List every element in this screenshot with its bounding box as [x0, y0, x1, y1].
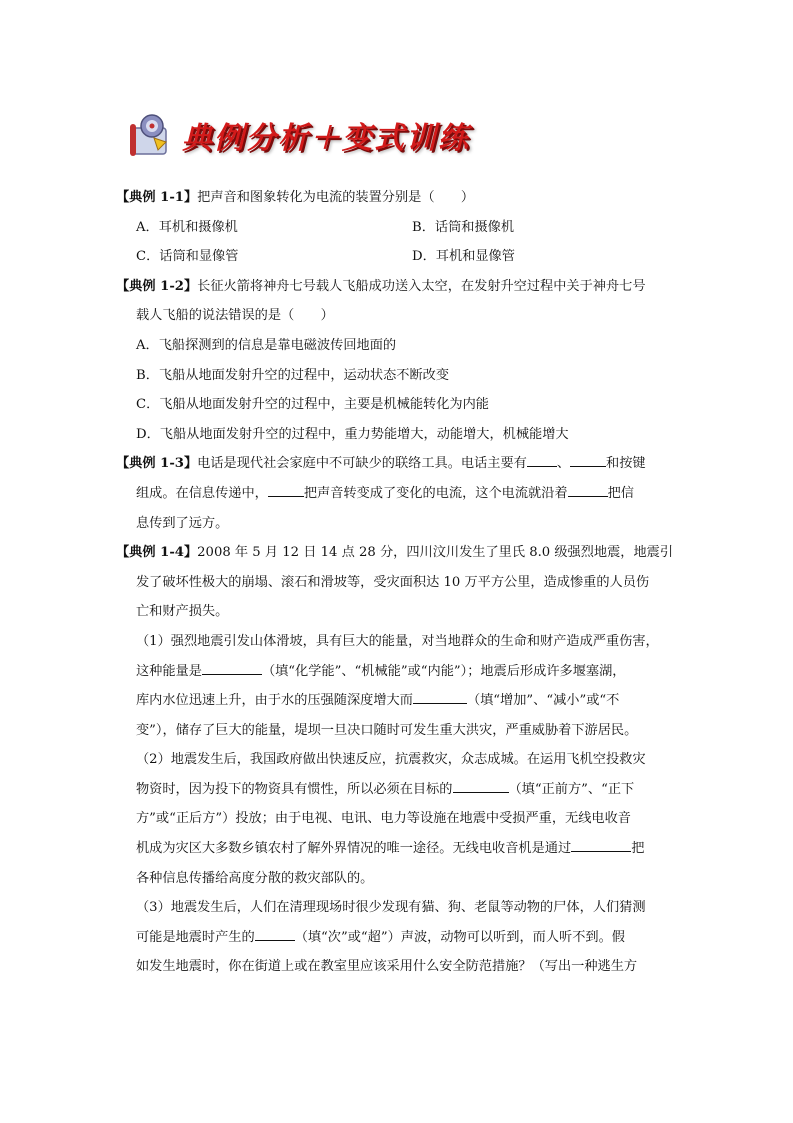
question-1-3-line-1: 【典例 1-3】电话是现代社会家庭中不可缺少的联络工具。电话主要有 、 和按键 — [116, 449, 688, 479]
answer-blank[interactable] — [527, 452, 557, 467]
option-a: A．飞船探测到的信息是靠电磁波传回地面的 — [136, 337, 397, 353]
part-2-line-5: 各种信息传播给高度分散的救灾部队的。 — [136, 870, 374, 886]
answer-blank[interactable] — [202, 660, 262, 675]
option-d: D．耳机和显像管 — [412, 249, 515, 265]
question-1-1-options-row-1 — [116, 213, 688, 243]
question-tag: 【典例 1-2】 — [116, 278, 198, 294]
answer-blank[interactable] — [453, 778, 509, 793]
answer-blank[interactable] — [255, 926, 295, 941]
question-1-4-intro-2: 发了破坏性极大的崩塌、滚石和滑坡等，受灾面积达 10 万平方公里，造成惨重的人员伤 — [136, 574, 650, 590]
part-2-line-2: 物资时，因为投下的物资具有惯性，所以必须在目标的 （填“正前方”、“正下 — [116, 775, 688, 805]
part-1-line-2: 这种能量是 （填“化学能”、“机械能”或“内能”）；地震后形成许多堰塞湖， — [116, 657, 688, 687]
part-1-line-1: （1）强烈地震引发山体滑坡，具有巨大的能量，对当地群众的生命和财产造成严重伤害， — [136, 633, 659, 649]
question-list — [116, 183, 688, 982]
part-2-line-4: 机成为灾区大多数乡镇农村了解外界情况的唯一途径。无线电收音机是通过 把 — [116, 834, 688, 864]
option-c: C．话筒和显像管 — [136, 249, 239, 265]
answer-blank[interactable] — [570, 452, 606, 467]
question-1-4-intro-3: 亡和财产损失。 — [136, 604, 229, 620]
answer-blank[interactable] — [568, 482, 608, 497]
option-b: B．飞船从地面发射升空的过程中，运动状态不断改变 — [136, 367, 450, 383]
part-3-line-2: 可能是地震时产生的 （填“次”或“超”）声波，动物可以听到，而人听不到。假 — [116, 923, 688, 953]
question-1-2-stem: 【典例 1-2】长征火箭将神舟七号载人飞船成功送入太空，在发射升空过程中关于神舟七号 — [116, 278, 646, 294]
part-2-line-3: 方”或“正后方”）投放；由于电视、电讯、电力等设施在地震中受损严重，无线电收音 — [136, 811, 631, 827]
part-1-line-3: 库内水位迅速上升，由于水的压强随深度增大而 （填“增加”、“减小”或“不 — [116, 686, 688, 716]
section-header — [128, 112, 470, 158]
option-b: B．话筒和摄像机 — [412, 219, 515, 235]
answer-blank[interactable] — [571, 837, 631, 852]
section-title: 典例分析＋变式训练 — [182, 121, 470, 156]
answer-blank[interactable] — [268, 482, 304, 497]
question-1-1-stem: 【典例 1-1】把声音和图象转化为电流的装置分别是（ ） — [116, 190, 475, 205]
question-1-4-intro-1: 【典例 1-4】2008 年 5 月 12 日 14 点 28 分，四川汶川发生了里氏 8.0 级强烈地震，地震引 — [116, 545, 674, 561]
question-1-3-line-3: 息传到了远方。 — [136, 515, 229, 531]
part-2-line-1: （2）地震发生后，我国政府做出快速反应，抗震救灾，众志成城。在运用飞机空投救灾 — [136, 752, 646, 768]
question-tag: 【典例 1-3】 — [116, 456, 198, 472]
option-c: C．飞船从地面发射升空的过程中，主要是机械能转化为内能 — [136, 397, 489, 413]
part-1-line-4: 变”），储存了巨大的能量，堤坝一旦决口随时可发生重大洪灾，严重威胁着下游居民。 — [136, 722, 638, 738]
scroll-emblem-icon — [128, 112, 174, 158]
question-1-2-stem-cont: 载人飞船的说法错误的是（ ） — [136, 308, 334, 324]
question-tag: 【典例 1-4】 — [116, 545, 198, 561]
question-1-1-options-row-2 — [116, 242, 688, 272]
question-1-3-line-2: 组成。在信息传递中， 把声音转变成了变化的电流，这个电流就沿着 把信 — [116, 479, 688, 509]
part-3-line-3: 如发生地震时，你在街道上或在教室里应该采用什么安全防范措施？（写出一种逃生方 — [136, 959, 638, 975]
option-a: A．耳机和摄像机 — [136, 219, 238, 235]
part-3-line-1: （3）地震发生后，人们在清理现场时很少发现有猫、狗、老鼠等动物的尸体，人们猜测 — [136, 900, 646, 916]
option-d: D．飞船从地面发射升空的过程中，重力势能增大，动能增大，机械能增大 — [136, 426, 569, 442]
question-tag: 【典例 1-1】 — [116, 190, 198, 205]
answer-blank[interactable] — [413, 689, 467, 704]
